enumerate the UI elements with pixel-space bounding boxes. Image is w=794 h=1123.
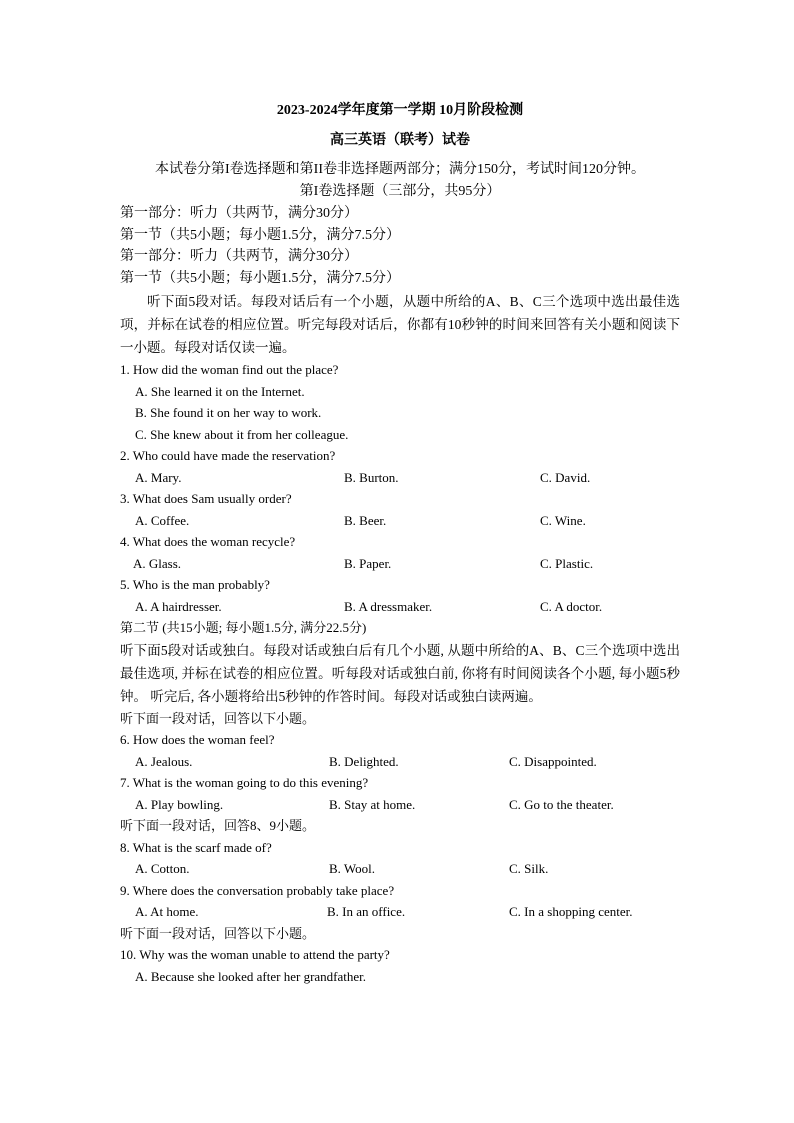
q8-options xyxy=(120,858,680,880)
section-heading-part1-repeat: 第一节（共5小题；每小题1.5分，满分7.5分） xyxy=(120,270,400,286)
q8-option-b: B. Wool. xyxy=(329,861,376,876)
question-1: 1. How did the woman find out the place? xyxy=(120,362,339,377)
exam-intro: 本试卷分第I卷选择题和第II卷非选择题两部分；满分150分，考试时间120分钟。 xyxy=(155,162,645,177)
q5-option-b: B. A dressmaker. xyxy=(344,598,433,614)
exam-subtitle: 高三英语（联考）试卷 xyxy=(330,133,470,148)
q5-option-a: A. A hairdresser. xyxy=(135,598,222,614)
section-heading-listening-repeat: 第一部分：听力（共两节，满分30分） xyxy=(120,249,358,264)
q2-option-b: B. Burton. xyxy=(344,469,399,485)
part1-instructions: 听下面5段对话。每段对话后有一个小题，从题中所给的A、B、C三个选项中选出最佳选项，并标在试卷的相应位置。听完每段对话后，你都有10秒钟的时间来回答有关小题和阅读下一小题。每段对话仅读一遍。 xyxy=(120,294,680,355)
q9-option-a: A. At home. xyxy=(135,904,199,919)
question-10: 10. Why was the woman unable to attend the party? xyxy=(120,947,390,962)
exam-title: 2023-2024学年度第一学期 10月阶段检测 xyxy=(276,103,524,118)
dialogue-group-10: 听下面一段对话，回答以下小题。 xyxy=(120,925,316,941)
section-heading-listening: 第一部分：听力（共两节，满分30分） xyxy=(120,206,358,221)
q1-option-c: C. She knew about it from her colleague. xyxy=(135,426,349,442)
q8-option-c: C. Silk. xyxy=(509,861,549,876)
section-heading-part1: 第一节（共5小题；每小题1.5分，满分7.5分） xyxy=(120,227,400,243)
section2-heading: 第二节 (共15小题; 每小题1.5分, 满分22.5分) xyxy=(120,620,367,635)
dialogue-group-6-7: 听下面一段对话，回答以下小题。 xyxy=(120,710,316,726)
question-5: 5. Who is the man probably? xyxy=(120,577,270,592)
volume1-heading: 第I卷选择题（三部分，共95分） xyxy=(299,184,501,199)
q10-option-a: A. Because she looked after her grandfather. xyxy=(135,968,367,984)
q4-options xyxy=(120,553,680,575)
question-6: 6. How does the woman feel? xyxy=(120,732,275,747)
q3-option-b: B. Beer. xyxy=(344,512,387,528)
q3-option-a: A. Coffee. xyxy=(135,512,190,528)
q4-option-b: B. Paper. xyxy=(344,555,392,571)
exam-content xyxy=(120,100,680,987)
q9-options xyxy=(120,901,680,923)
q8-option-a: A. Cotton. xyxy=(135,861,190,876)
q9-option-c: C. In a shopping center. xyxy=(509,904,633,919)
q2-option-c: C. David. xyxy=(540,469,591,485)
q1-option-a: A. She learned it on the Internet. xyxy=(135,383,305,399)
question-3: 3. What does Sam usually order? xyxy=(120,491,292,506)
q6-option-a: A. Jealous. xyxy=(135,753,193,769)
q6-option-b: B. Delighted. xyxy=(329,753,399,769)
question-8: 8. What is the scarf made of? xyxy=(120,839,272,855)
q7-options xyxy=(120,794,680,816)
q5-option-c: C. A doctor. xyxy=(540,598,603,614)
q3-options xyxy=(120,510,680,532)
q9-option-b: B. In an office. xyxy=(327,904,406,919)
part2-instructions: 听下面5段对话或独白。每段对话或独白后有几个小题, 从题中所给的A、B、C三个选项中选出最佳选项, 并标在试卷的相应位置。听每段对话或独白前, 你将有时间阅读各个小题, 每小题5秒钟。 听完后, 各小题将给出5秒钟的作答时间。每段对话或独白读两遍。 xyxy=(120,642,680,704)
q3-option-c: C. Wine. xyxy=(540,512,586,528)
dialogue-group-8-9: 听下面一段对话，回答8、9小题。 xyxy=(120,818,316,833)
question-7: 7. What is the woman going to do this evening? xyxy=(120,775,369,790)
q7-option-c: C. Go to the theater. xyxy=(509,796,614,812)
question-4: 4. What does the woman recycle? xyxy=(120,534,296,549)
question-9: 9. Where does the conversation probably take place? xyxy=(120,882,395,898)
q2-option-a: A. Mary. xyxy=(135,469,182,485)
q7-option-b: B. Stay at home. xyxy=(329,796,416,812)
q4-option-a: A. Glass. xyxy=(133,555,182,571)
q5-options xyxy=(120,596,680,618)
question-2: 2. Who could have made the reservation? xyxy=(120,448,336,463)
q7-option-a: A. Play bowling. xyxy=(135,796,224,812)
q6-options xyxy=(120,751,680,773)
q6-option-c: C. Disappointed. xyxy=(509,753,597,769)
q1-option-b: B. She found it on her way to work. xyxy=(135,405,322,420)
q4-option-c: C. Plastic. xyxy=(540,555,594,571)
q2-options xyxy=(120,467,680,489)
